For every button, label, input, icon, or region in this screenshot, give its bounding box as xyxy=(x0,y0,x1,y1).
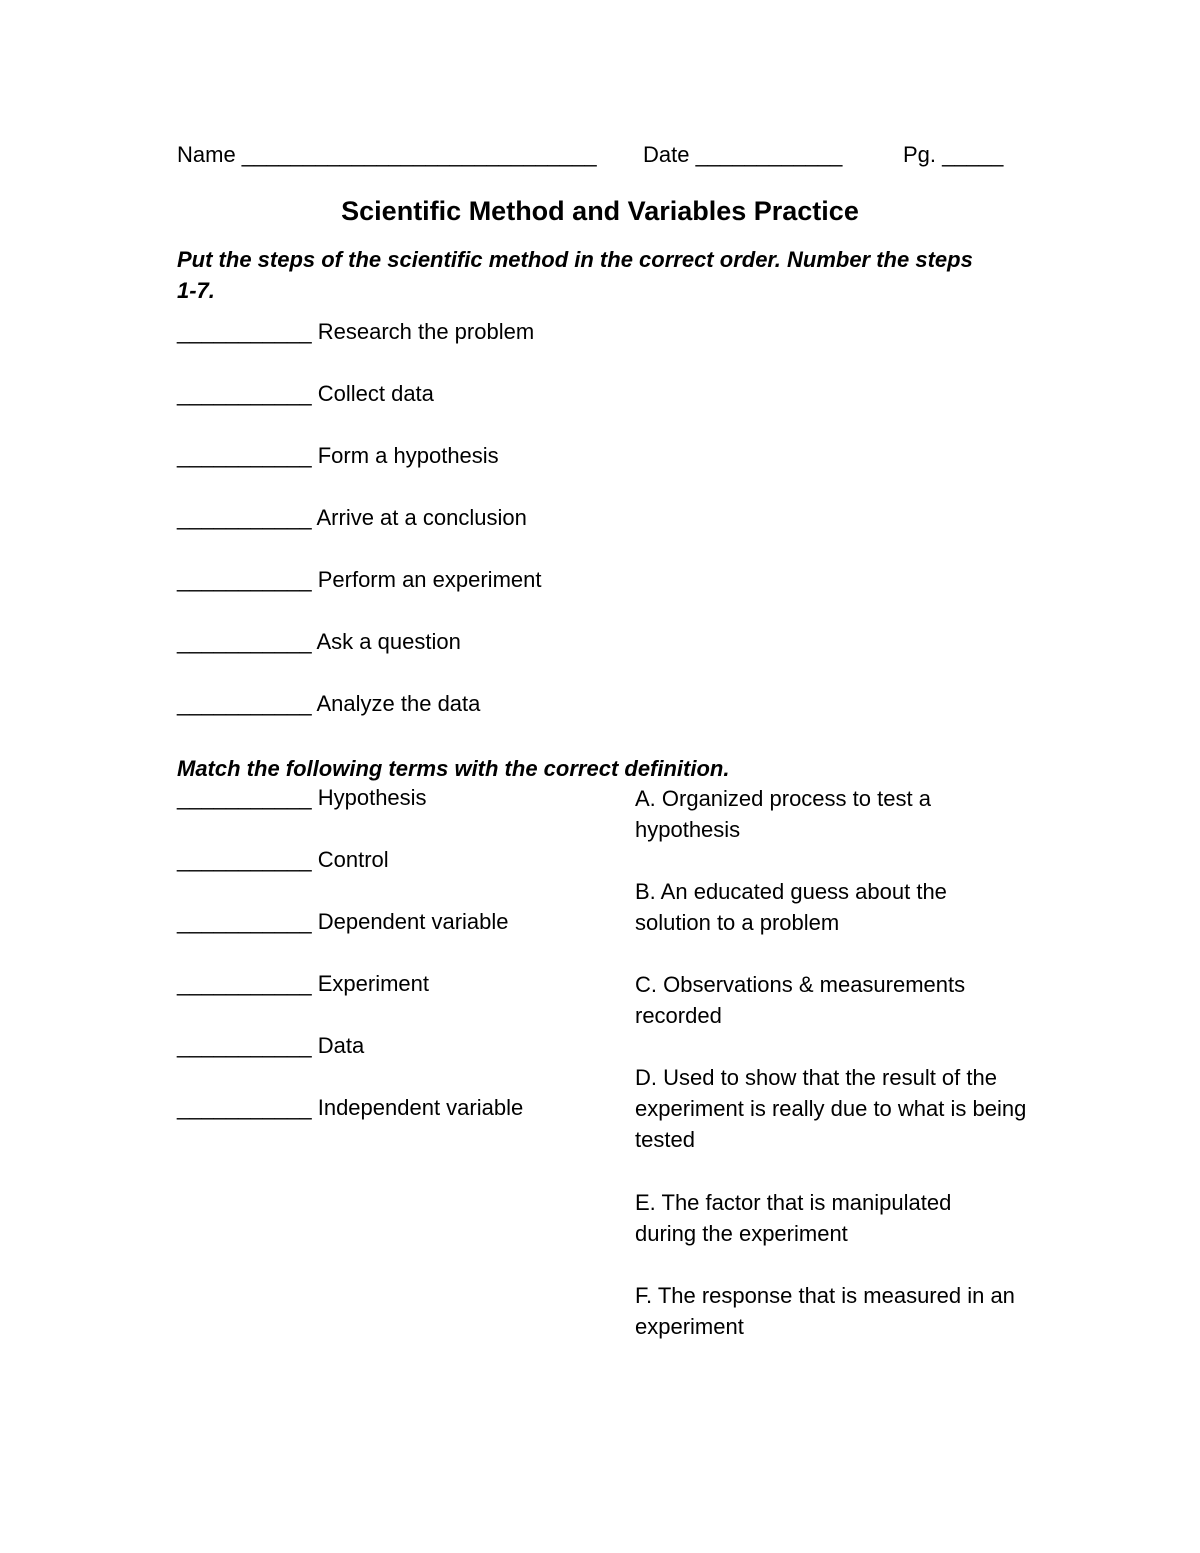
answer-blank[interactable]: ___________ xyxy=(177,1095,312,1120)
answer-blank[interactable]: ___________ xyxy=(177,691,312,716)
answer-blank[interactable]: ___________ xyxy=(177,785,312,810)
section2-instructions: Match the following terms with the correct definition. xyxy=(177,756,730,781)
definition-item: C. Observations & measurements recorded xyxy=(635,972,966,1028)
definition-item: D. Used to show that the result of the experiment is really due to what is being tested xyxy=(635,1065,1027,1152)
answer-blank[interactable]: ___________ xyxy=(177,971,312,996)
worksheet-title: Scientific Method and Variables Practice xyxy=(341,196,859,226)
step-label: Form a hypothesis xyxy=(317,443,499,468)
step-label: Research the problem xyxy=(317,319,535,344)
step-row xyxy=(177,319,534,345)
step-label: Ask a question xyxy=(316,629,461,654)
term-label: Data xyxy=(317,1033,365,1058)
step-label: Collect data xyxy=(317,381,434,406)
answer-blank[interactable]: ___________ xyxy=(177,443,312,468)
term-label: Independent variable xyxy=(317,1095,524,1120)
term-row xyxy=(177,909,509,935)
term-label: Dependent variable xyxy=(317,909,509,934)
step-row xyxy=(177,567,541,593)
definition-item: B. An educated guess about the solution to a problem xyxy=(635,879,947,935)
date-field[interactable]: Date ____________ xyxy=(643,142,843,167)
answer-blank[interactable]: ___________ xyxy=(177,1033,312,1058)
answer-blank[interactable]: ___________ xyxy=(177,567,312,592)
step-row xyxy=(177,629,461,655)
answer-blank[interactable]: ___________ xyxy=(177,629,312,654)
term-label: Experiment xyxy=(317,971,429,996)
definition-item: A. Organized process to test a hypothesis xyxy=(635,786,931,842)
term-row xyxy=(177,1033,364,1059)
term-row xyxy=(177,971,429,997)
definition-item: F. The response that is measured in an experiment xyxy=(635,1283,1015,1339)
page-number-field[interactable]: Pg. _____ xyxy=(903,142,1004,167)
name-field[interactable]: Name _____________________________ xyxy=(177,142,597,167)
step-row xyxy=(177,505,527,531)
step-label: Analyze the data xyxy=(316,691,481,716)
definition-item: E. The factor that is manipulated during the experiment xyxy=(635,1190,952,1246)
step-row xyxy=(177,381,434,407)
term-row xyxy=(177,1095,523,1121)
step-label: Arrive at a conclusion xyxy=(316,505,527,530)
answer-blank[interactable]: ___________ xyxy=(177,909,312,934)
step-label: Perform an experiment xyxy=(317,567,542,592)
answer-blank[interactable]: ___________ xyxy=(177,847,312,872)
step-row xyxy=(177,443,499,469)
answer-blank[interactable]: ___________ xyxy=(177,505,312,530)
term-row xyxy=(177,847,389,873)
answer-blank[interactable]: ___________ xyxy=(177,319,312,344)
term-label: Control xyxy=(317,847,389,872)
section1-instructions: Put the steps of the scientific method in the correct order. Number the steps 1-7. xyxy=(177,247,973,303)
step-row xyxy=(177,691,480,717)
answer-blank[interactable]: ___________ xyxy=(177,381,312,406)
term-row xyxy=(177,785,427,811)
term-label: Hypothesis xyxy=(317,785,427,810)
